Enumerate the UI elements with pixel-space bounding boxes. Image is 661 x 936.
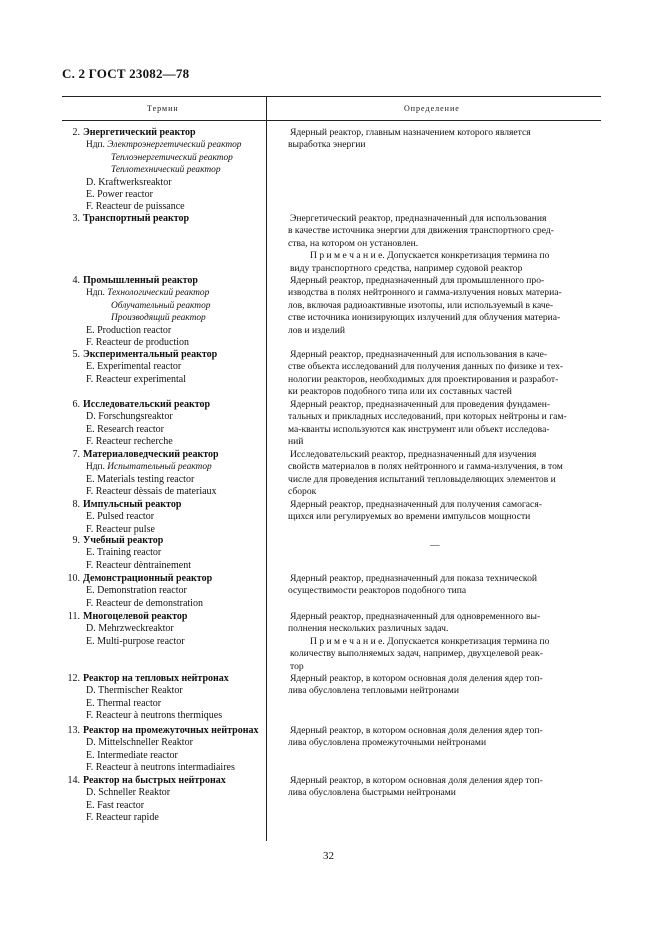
- term-foreign-equivalent: F. Reacteur de demonstration: [86, 597, 203, 609]
- term-foreign-equivalent: D. Forschungsreaktor: [86, 411, 173, 423]
- term-foreign-equivalent: E. Thermal reactor: [86, 697, 162, 709]
- term-alias: Облучательный реактор: [111, 300, 211, 311]
- definition-line: ки реакторов подобного типа или их составных частей: [288, 386, 512, 398]
- term-alias: Теплоэнергетический реактор: [111, 152, 233, 163]
- definition-line: полнения нескольких различных задач.: [288, 623, 449, 635]
- term-alias: Ндп. Электроэнергетический реактор: [86, 140, 242, 151]
- term-foreign-equivalent: D. Mittelschneller Reaktor: [86, 737, 193, 749]
- term-heading: [62, 611, 187, 623]
- term-name: Экспериментальный реактор: [83, 349, 218, 360]
- table-header-rule: [62, 120, 601, 121]
- term-name: Импульсный реактор: [83, 499, 182, 510]
- term-number: 6.: [72, 399, 80, 410]
- term-name: Реактор на тепловых нейтронах: [83, 673, 229, 684]
- page-number: 32: [323, 850, 334, 862]
- term-heading: [62, 573, 212, 585]
- term-name: Многоцелевой реактор: [83, 611, 188, 622]
- term-foreign-equivalent: D. Mehrzweckreaktor: [86, 623, 174, 635]
- term-foreign-equivalent: D. Schneller Reaktor: [86, 787, 171, 799]
- definition-line: изводства в полях нейтронного и гамма-излучения новых материа-: [288, 287, 562, 299]
- term-foreign-equivalent: F. Reacteur rapide: [86, 812, 159, 824]
- term-foreign-equivalent: E. Materials testing reactor: [86, 473, 195, 485]
- definition-line: Ядерный реактор, предназначенный для одновременного вы-: [290, 611, 541, 622]
- definition-line: нологии реакторов, необходимых для проектирования и разработ-: [288, 373, 559, 385]
- definition-line: в качестве источника энергии для движения транспортного сред-: [288, 225, 554, 237]
- term-number: 2.: [72, 127, 80, 138]
- definition-line: лива обусловлена промежуточными нейтронами: [288, 737, 487, 749]
- definition-line: Ядерный реактор, главным назначением которого является: [290, 127, 531, 138]
- table-top-rule: [62, 96, 601, 97]
- term-number: 3.: [72, 213, 80, 224]
- term-name: Учебный реактор: [83, 535, 164, 546]
- definition-line: —: [430, 540, 440, 551]
- definition-line: осуществимости реакторов подобного типа: [288, 585, 467, 597]
- definition-line: ства, на котором он установлен.: [288, 237, 419, 249]
- column-divider: [266, 96, 267, 841]
- term-heading: [62, 725, 258, 737]
- term-foreign-equivalent: E. Training reactor: [86, 547, 162, 559]
- term-foreign-equivalent: E. Research reactor: [86, 423, 165, 435]
- term-foreign-equivalent: F. Reacteur de production: [86, 337, 190, 348]
- definition-line: Ядерный реактор, предназначенный для использования в каче-: [290, 349, 548, 360]
- definition-line: Ядерный реактор, предназначенный для проведения фундамен-: [290, 399, 551, 410]
- term-name: Исследовательский реактор: [83, 399, 211, 410]
- term-foreign-equivalent: E. Production reactor: [86, 324, 172, 336]
- term-foreign-equivalent: E. Power reactor: [86, 189, 153, 200]
- term-heading: [62, 499, 181, 511]
- term-name: Промышленный реактор: [83, 275, 198, 286]
- term-number: 14.: [67, 775, 80, 786]
- term-name: Материаловедческий реактор: [83, 449, 219, 460]
- term-foreign-equivalent: F. Reacteur à neutrons intermadiaires: [86, 762, 235, 774]
- term-number: 5.: [72, 349, 80, 360]
- definition-line: лива обусловлена быстрыми нейтронами: [288, 787, 456, 799]
- definition-line: ний: [288, 436, 304, 448]
- term-alias: Производящий реактор: [111, 313, 206, 324]
- definition-note-line: тор: [290, 660, 304, 672]
- definition-line: щихся или регулируемых во времени импульсов мощности: [288, 511, 531, 523]
- term-name: Демонстрационный реактор: [83, 573, 213, 584]
- term-foreign-equivalent: F. Reacteur pulse: [86, 523, 155, 535]
- definition-line: лов, включая радиоактивные изотопы, или используемый в каче-: [288, 299, 554, 311]
- definition-line: Ядерный реактор, в котором основная доля деления ядер топ-: [290, 725, 543, 736]
- term-heading: [62, 399, 210, 411]
- page-title: С. 2 ГОСТ 23082—78: [62, 66, 190, 81]
- definition-line: тальных и прикладных исследований, при которых нейтроны и гам-: [288, 411, 567, 423]
- term-number: 13.: [67, 725, 80, 736]
- definition-note-line: виду транспортного средства, например судовой реактор: [290, 262, 523, 274]
- definition-line: числе для проведения испытаний тепловыделяющих элементов и: [288, 473, 556, 485]
- term-number: 7.: [72, 449, 80, 460]
- term-heading: [62, 775, 226, 787]
- definition-line: выработка энергии: [288, 139, 366, 151]
- term-name: Энергетический реактор: [83, 127, 196, 138]
- definition-line: Ядерный реактор, предназначенный для показа технической: [290, 573, 538, 584]
- term-number: 8.: [72, 499, 80, 510]
- definition-line: ма-кванты используются как инструмент или объект исследова-: [288, 423, 550, 435]
- term-alias: Ндп. Технологический реактор: [86, 288, 210, 299]
- term-foreign-equivalent: E. Intermediate reactor: [86, 749, 178, 761]
- term-number: 11.: [67, 611, 80, 622]
- definition-line: лива обусловлена тепловыми нейтронами: [288, 685, 459, 697]
- definition-line: Энергетический реактор, предназначенный для использования: [290, 213, 547, 224]
- term-foreign-equivalent: F. Reacteur recherche: [86, 436, 173, 448]
- term-foreign-equivalent: E. Demonstration reactor: [86, 585, 187, 597]
- term-foreign-equivalent: E. Multi-purpose reactor: [86, 635, 185, 647]
- term-foreign-equivalent: D. Kraftwerksreaktor: [86, 176, 172, 188]
- term-number: 9.: [72, 535, 80, 546]
- definition-note-line: П р и м е ч а н и е. Допускается конкретизация термина по: [310, 635, 550, 647]
- definition-line: Ядерный реактор, в котором основная доля деления ядер топ-: [290, 673, 543, 684]
- term-heading: [62, 349, 217, 361]
- definition-line: Ядерный реактор, предназначенный для получения самогася-: [290, 499, 542, 510]
- term-heading: [62, 127, 196, 139]
- term-number: 10.: [67, 573, 80, 584]
- definition-line: лов и изделий: [288, 324, 345, 336]
- definition-line: сборок: [288, 486, 317, 498]
- term-alias: Теплотехнический реактор: [111, 165, 221, 176]
- term-foreign-equivalent: F. Reacteur experimental: [86, 373, 186, 385]
- term-alias: Ндп. Испытательный реактор: [86, 462, 212, 473]
- term-number: 4.: [72, 275, 80, 286]
- term-foreign-equivalent: E. Fast reactor: [86, 799, 145, 811]
- term-foreign-equivalent: F. Reacteur à neutrons thermiques: [86, 710, 223, 722]
- definition-line: стве объекта исследований для получения данных по физике и тех-: [288, 361, 564, 373]
- term-name: Реактор на промежуточных нейтронах: [83, 725, 259, 736]
- definition-line: Ядерный реактор, предназначенный для промышленного про-: [290, 275, 545, 286]
- term-heading: [62, 213, 189, 225]
- term-heading: [62, 673, 229, 685]
- term-foreign-equivalent: D. Thermischer Reaktor: [86, 685, 183, 697]
- term-foreign-equivalent: E. Pulsed reactor: [86, 511, 155, 523]
- term-foreign-equivalent: F. Reacteur de puissance: [86, 201, 185, 213]
- term-heading: [62, 535, 163, 547]
- term-name: Транспортный реактор: [83, 213, 190, 224]
- term-heading: [62, 275, 198, 287]
- term-foreign-equivalent: E. Experimental reactor: [86, 361, 182, 373]
- term-number: 12.: [67, 673, 80, 684]
- term-name: Реактор на быстрых нейтронах: [83, 775, 226, 786]
- definition-line: Исследовательский реактор, предназначенный для изучения: [290, 449, 537, 460]
- definition-note-line: количеству выполняемых задач, например, двухцелевой реак-: [290, 648, 543, 660]
- definition-line: Ядерный реактор, в котором основная доля деления ядер топ-: [290, 775, 543, 786]
- definition-note-line: П р и м е ч а н и е. Допускается конкретизация термина по: [310, 250, 550, 262]
- term-foreign-equivalent: F. Reacteur dèntrainement: [86, 559, 191, 571]
- column-header-term: Термин: [147, 104, 179, 113]
- term-foreign-equivalent: F. Reacteur dèssais de materiaux: [86, 486, 217, 498]
- definition-line: свойств материалов в полях нейтронного и гамма-излучения, в том: [288, 461, 563, 473]
- column-header-definition: Определение: [404, 104, 460, 113]
- term-heading: [62, 449, 219, 461]
- definition-line: стве источника ионизирующих излучений для облучения материа-: [288, 312, 561, 324]
